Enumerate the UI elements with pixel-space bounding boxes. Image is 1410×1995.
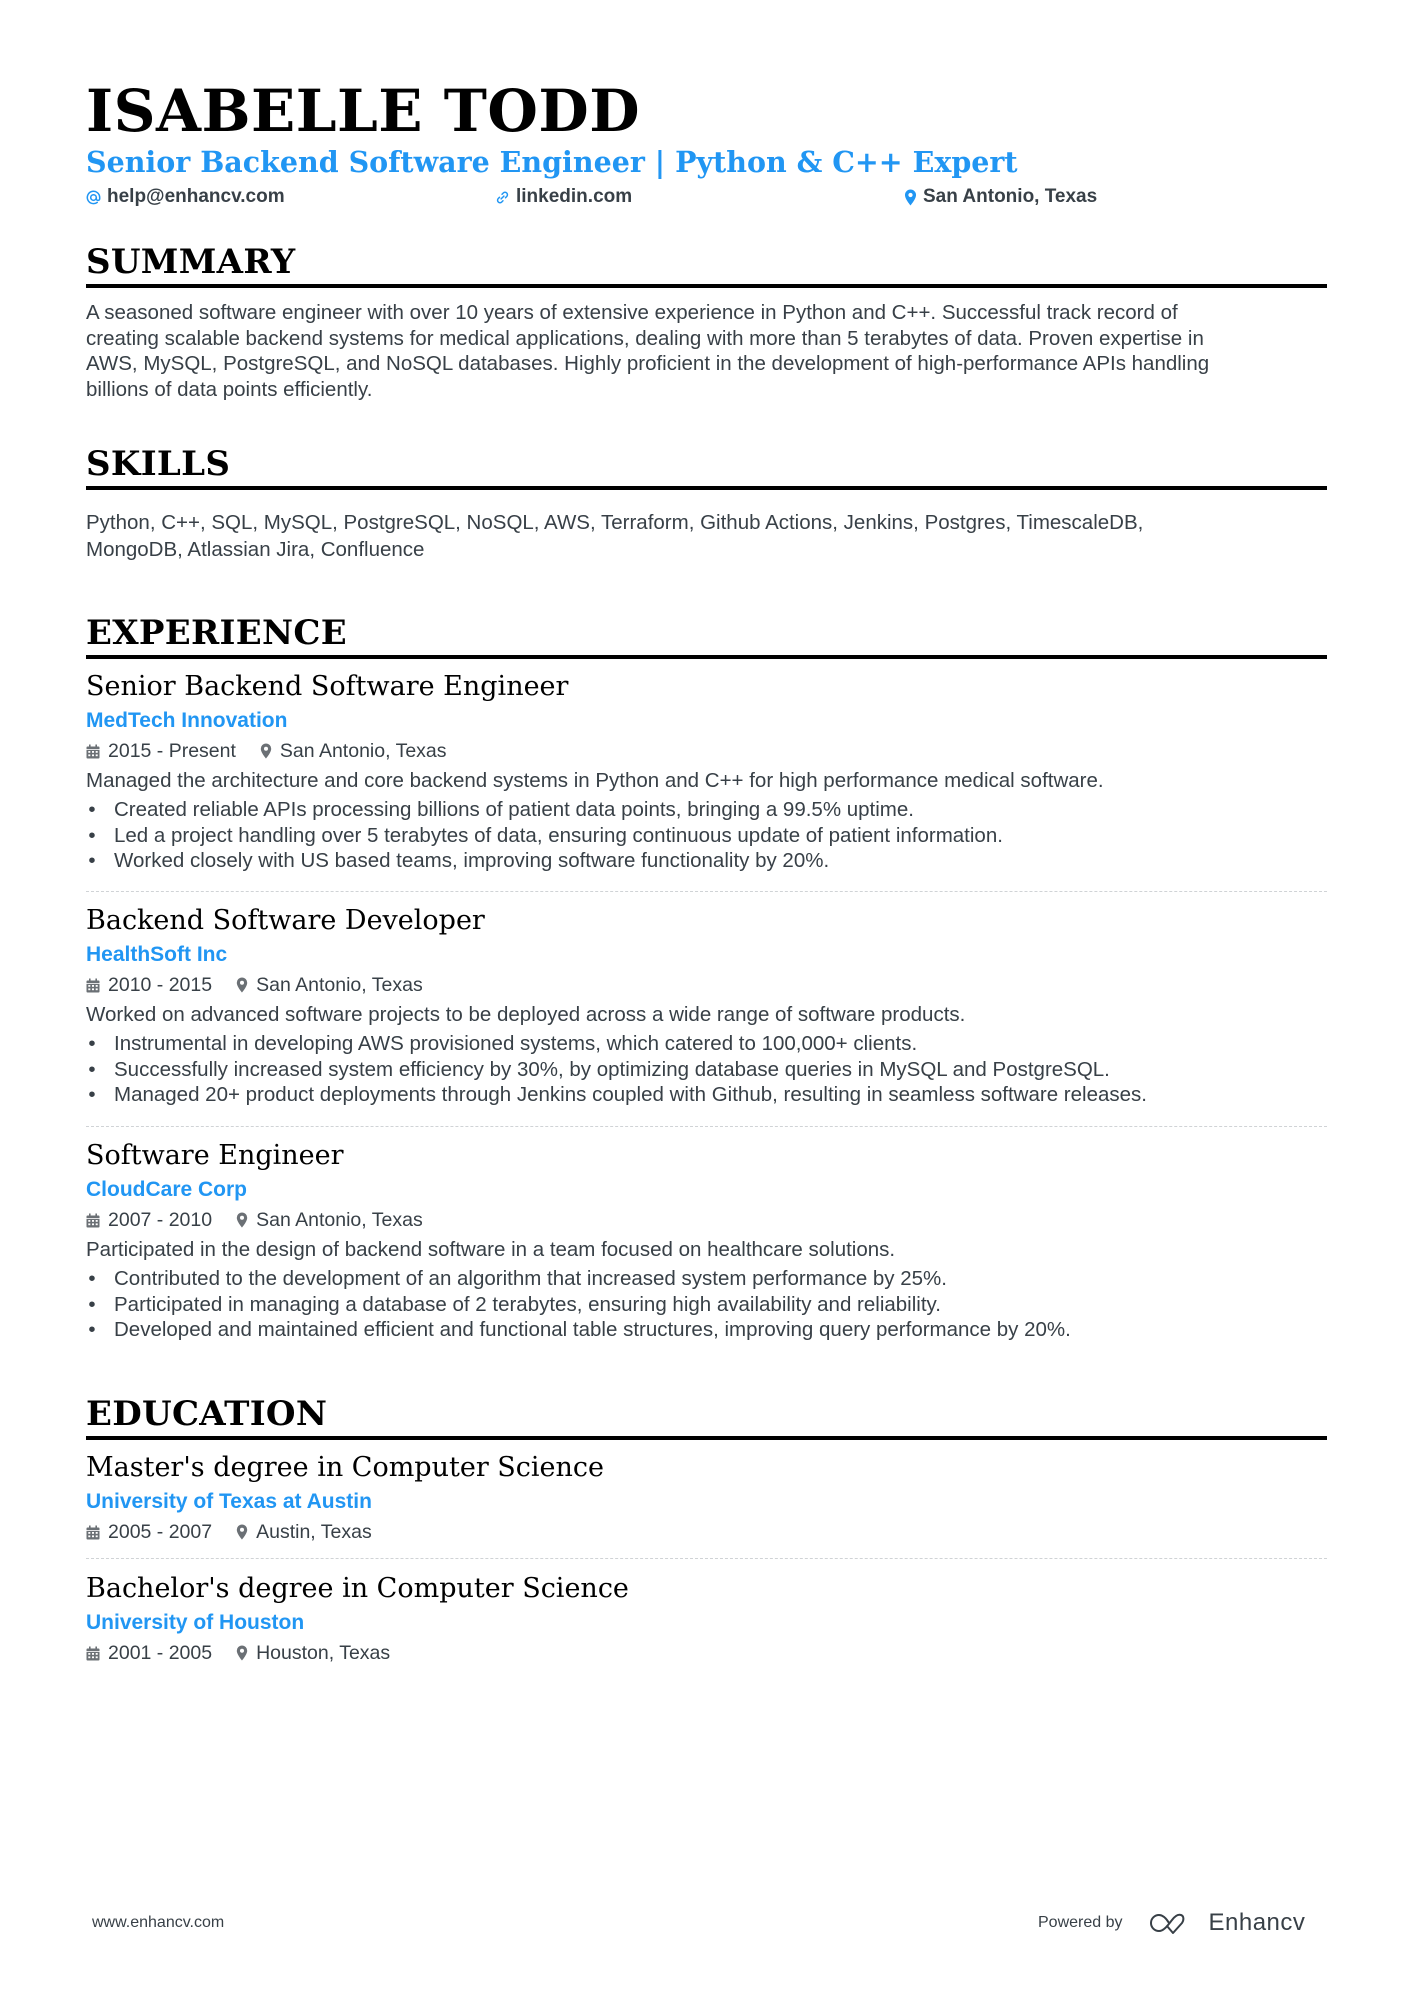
skills-rule bbox=[86, 486, 1327, 490]
bullet-item bbox=[86, 1057, 1327, 1083]
candidate-name: ISABELLE TODD bbox=[86, 77, 640, 145]
education-heading: EDUCATION bbox=[86, 1394, 328, 1434]
education-dates: 2001 - 2005 bbox=[108, 1642, 213, 1664]
bullet-item bbox=[86, 1266, 1327, 1292]
job-title: Backend Software Developer bbox=[86, 905, 485, 936]
job-location bbox=[260, 736, 447, 766]
footer-website-link[interactable]: www.enhancv.com bbox=[92, 1914, 225, 1931]
skills-line: Python, C++, SQL, MySQL, PostgreSQL, NoSQL, AWS, Terraform, Github Actions, Jenkins, Postgres, TimescaleDB, bbox=[86, 511, 1144, 534]
bullet-item bbox=[86, 1292, 1327, 1318]
bullet-item bbox=[86, 1082, 1327, 1108]
bullet-text: Contributed to the development of an algorithm that increased system performance by 25%. bbox=[114, 1267, 947, 1290]
summary-line: AWS, MySQL, PostgreSQL, and NoSQL databases. Highly proficient in the development of high-performance APIs handling bbox=[86, 352, 1210, 376]
bullet-text: Created reliable APIs processing billions of patient data points, bringing a 99.5% uptime. bbox=[114, 798, 914, 821]
job-dates: 2015 - Present bbox=[108, 740, 236, 762]
education-entry bbox=[86, 1450, 1327, 1547]
bullet-dot: • bbox=[88, 1267, 96, 1290]
bullet-dot: • bbox=[88, 1318, 96, 1342]
calendar-icon bbox=[86, 1525, 100, 1540]
job-dates: 2007 - 2010 bbox=[108, 1209, 213, 1231]
bullet-dot: • bbox=[88, 798, 96, 821]
job-dates: 2010 - 2015 bbox=[108, 974, 213, 996]
contact-linkedin-text: linkedin.com bbox=[516, 186, 633, 207]
contact-location-text: San Antonio, Texas bbox=[923, 186, 1098, 207]
experience-heading: EXPERIENCE bbox=[86, 613, 347, 653]
calendar-icon bbox=[86, 744, 100, 759]
enhancv-brand-name: Enhancv bbox=[1208, 1909, 1306, 1936]
skills-heading: SKILLS bbox=[86, 444, 231, 484]
job-meta bbox=[86, 970, 1327, 1000]
skills-section-heading bbox=[86, 443, 1327, 490]
job-bullets bbox=[86, 797, 1327, 874]
bullet-text: Managed 20+ product deployments through Jenkins coupled with Github, resulting in seamless software releases. bbox=[114, 1083, 1147, 1107]
job-title: Software Engineer bbox=[86, 1140, 344, 1171]
job-description: Participated in the design of backend software in a team focused on healthcare solutions. bbox=[86, 1238, 896, 1261]
experience-section-heading bbox=[86, 612, 1327, 659]
bullet-item bbox=[86, 823, 1327, 849]
bullet-item bbox=[86, 848, 1327, 874]
experience-rule bbox=[86, 655, 1327, 659]
education-location bbox=[236, 1517, 372, 1547]
job-description: Managed the architecture and core backend systems in Python and C++ for high performance medical software. bbox=[86, 769, 1104, 792]
summary-heading: SUMMARY bbox=[86, 242, 296, 282]
location-pin-icon bbox=[236, 1645, 248, 1661]
job-meta bbox=[86, 736, 1327, 766]
bullet-dot: • bbox=[88, 1032, 96, 1055]
link-icon bbox=[495, 190, 510, 205]
powered-by-label: Powered by bbox=[1038, 1914, 1123, 1931]
entry-divider bbox=[86, 1126, 1327, 1127]
education-section-heading bbox=[86, 1393, 1327, 1440]
education-entry bbox=[86, 1571, 1327, 1668]
company-name[interactable]: HealthSoft Inc bbox=[86, 943, 228, 966]
bullet-text: Instrumental in developing AWS provisioned systems, which catered to 100,000+ clients. bbox=[114, 1032, 918, 1055]
entry-divider bbox=[86, 891, 1327, 892]
location-pin-icon bbox=[904, 189, 917, 206]
experience-entry bbox=[86, 903, 1327, 1108]
bullet-item bbox=[86, 1317, 1327, 1343]
at-icon bbox=[86, 190, 101, 205]
calendar-icon bbox=[86, 978, 100, 993]
experience-entry bbox=[86, 1138, 1327, 1343]
bullet-text: Worked closely with US based teams, improving software functionality by 20%. bbox=[114, 849, 830, 873]
education-location-text: Austin, Texas bbox=[256, 1521, 372, 1543]
footer-branding[interactable] bbox=[1038, 1908, 1305, 1938]
job-location-text: San Antonio, Texas bbox=[256, 974, 423, 996]
job-location-text: San Antonio, Texas bbox=[279, 740, 447, 762]
calendar-icon bbox=[86, 1646, 100, 1661]
education-meta bbox=[86, 1517, 1327, 1547]
location-pin-icon bbox=[236, 1212, 248, 1228]
education-location-text: Houston, Texas bbox=[256, 1642, 391, 1664]
summary-text bbox=[86, 300, 1327, 403]
skills-text bbox=[86, 509, 1327, 563]
bullet-text: Participated in managing a database of 2 terabytes, ensuring high availability and reliability. bbox=[114, 1292, 941, 1316]
bullet-dot: • bbox=[88, 849, 96, 873]
bullet-dot: • bbox=[88, 1083, 96, 1107]
job-location bbox=[236, 1205, 423, 1235]
bullet-text: Led a project handling over 5 terabytes of data, ensuring continuous update of patient information. bbox=[114, 823, 1003, 847]
entry-divider bbox=[86, 1558, 1327, 1559]
school-name[interactable]: University of Texas at Austin bbox=[86, 1490, 372, 1513]
job-title: Senior Backend Software Engineer bbox=[86, 671, 569, 702]
summary-rule bbox=[86, 284, 1327, 288]
experience-entry bbox=[86, 669, 1327, 874]
summary-line: billions of data points efficiently. bbox=[86, 378, 373, 402]
bullet-text: Successfully increased system efficiency by 30%, by optimizing database queries in MySQL and PostgreSQL. bbox=[114, 1057, 1110, 1081]
job-description: Worked on advanced software projects to be deployed across a wide range of software products. bbox=[86, 1003, 966, 1026]
candidate-title: Senior Backend Software Engineer | Python & C++ Expert bbox=[86, 145, 1018, 179]
calendar-icon bbox=[86, 1213, 100, 1228]
contact-email[interactable] bbox=[86, 183, 285, 211]
degree-title: Bachelor's degree in Computer Science bbox=[86, 1573, 629, 1604]
education-rule bbox=[86, 1436, 1327, 1440]
enhancv-logo-icon bbox=[1149, 1911, 1197, 1935]
contact-email-text: help@enhancv.com bbox=[107, 186, 285, 207]
summary-line: creating scalable backend systems for medical applications, dealing with more than 5 terabytes of data. Proven expertise in bbox=[86, 326, 1204, 350]
contact-linkedin[interactable] bbox=[495, 183, 632, 211]
bullet-item bbox=[86, 797, 1327, 823]
location-pin-icon bbox=[236, 977, 248, 993]
company-name[interactable]: CloudCare Corp bbox=[86, 1178, 248, 1201]
job-location-text: San Antonio, Texas bbox=[256, 1209, 423, 1231]
contact-location bbox=[904, 183, 1097, 211]
company-name[interactable]: MedTech Innovation bbox=[86, 709, 288, 732]
location-pin-icon bbox=[260, 743, 272, 759]
education-dates: 2005 - 2007 bbox=[108, 1521, 213, 1543]
education-meta bbox=[86, 1638, 1327, 1668]
location-pin-icon bbox=[236, 1524, 248, 1540]
school-name[interactable]: University of Houston bbox=[86, 1611, 305, 1634]
job-location bbox=[236, 970, 423, 1000]
job-bullets bbox=[86, 1266, 1327, 1343]
contact-row bbox=[86, 183, 1327, 211]
bullet-dot: • bbox=[88, 1057, 96, 1081]
job-meta bbox=[86, 1205, 1327, 1235]
education-location bbox=[236, 1638, 390, 1668]
bullet-dot: • bbox=[88, 1292, 96, 1316]
summary-line: A seasoned software engineer with over 10 years of extensive experience in Python and C++. Successful track record of bbox=[86, 301, 1178, 324]
bullet-dot: • bbox=[88, 823, 96, 847]
skills-line: MongoDB, Atlassian Jira, Confluence bbox=[86, 538, 425, 561]
degree-title: Master's degree in Computer Science bbox=[86, 1452, 605, 1483]
job-bullets bbox=[86, 1031, 1327, 1108]
bullet-item bbox=[86, 1031, 1327, 1057]
summary-section-heading bbox=[86, 241, 1327, 288]
bullet-text: Developed and maintained efficient and functional table structures, improving query performance by 20%. bbox=[114, 1318, 1071, 1342]
